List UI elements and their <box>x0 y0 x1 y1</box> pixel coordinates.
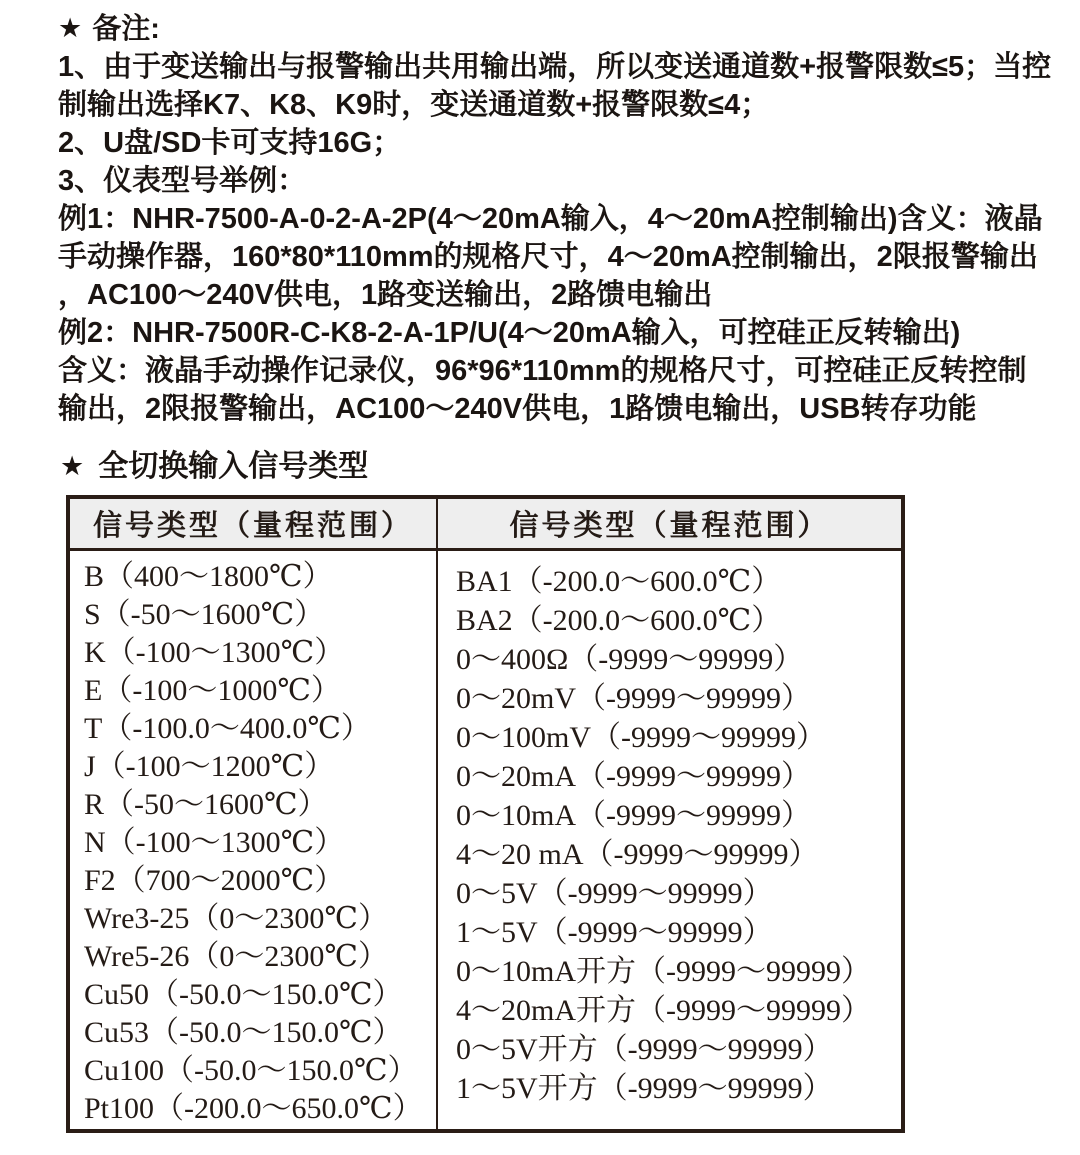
signal-entry: BA1（-200.0～600.0℃） <box>456 564 782 598</box>
signal-entry: N（-100～1300℃） <box>84 825 345 859</box>
note-line: 例1：NHR-7500-A-0-2-A-2P(4～20mA输入，4～20mA控制输出)含义：液晶 <box>58 203 1043 235</box>
table-left-cell <box>68 549 437 1131</box>
signal-entry: Cu53（-50.0～150.0℃） <box>84 1015 403 1049</box>
signal-entry: BA2（-200.0～600.0℃） <box>456 603 782 637</box>
signal-entry: K（-100～1300℃） <box>84 635 345 669</box>
notes-title <box>58 10 1051 48</box>
signal-entry: 0～100mV（-9999～99999） <box>456 720 826 754</box>
signal-entry: 0～400Ω（-9999～99999） <box>456 642 804 676</box>
signal-entry: 0～10mA开方（-9999～99999） <box>456 954 871 988</box>
note-line: 手动操作器，160*80*110mm的规格尺寸，4～20mA控制输出，2限报警输出 <box>58 241 1038 273</box>
note-line: 例2：NHR-7500R-C-K8-2-A-1P/U(4～20mA输入，可控硅正反转输出) <box>58 317 961 349</box>
signal-entry: F2（700～2000℃） <box>84 863 345 897</box>
note-line: 1、由于变送输出与报警输出共用输出端，所以变送通道数+报警限数≤5；当控 <box>58 51 1052 83</box>
signal-entry: Cu100（-50.0～150.0℃） <box>84 1053 418 1087</box>
table-header-row <box>68 497 903 549</box>
signal-type-table <box>66 495 905 1133</box>
signal-entry: E（-100～1000℃） <box>84 673 341 707</box>
note-line: 3、仪表型号举例： <box>58 165 307 197</box>
signal-entry: Pt100（-200.0～650.0℃） <box>84 1091 423 1125</box>
signal-entry: 4～20 mA（-9999～99999） <box>456 837 819 871</box>
star-icon: ★ <box>58 13 83 43</box>
signal-entry: 0～20mV（-9999～99999） <box>456 681 811 715</box>
note-line: ，AC100～240V供电，1路变送输出，2路馈电输出 <box>58 279 713 311</box>
signal-entry: R（-50～1600℃） <box>84 787 328 821</box>
signal-entry: J（-100～1200℃） <box>84 749 335 783</box>
signal-entry: 0～10mA（-9999～99999） <box>456 798 811 832</box>
signal-section-title <box>60 441 368 485</box>
signal-entry: S（-50～1600℃） <box>84 597 325 631</box>
signal-entry: B（400～1800℃） <box>84 559 333 593</box>
signal-entry: Wre5-26（0～2300℃） <box>84 939 388 973</box>
note-line: 制输出选择K7、K8、K9时，变送通道数+报警限数≤4； <box>58 89 770 121</box>
signal-entry: 4～20mA开方（-9999～99999） <box>456 993 871 1027</box>
signal-entry: 0～5V（-9999～99999） <box>456 876 773 910</box>
table-right-cell <box>437 549 903 1131</box>
signal-entry: Cu50（-50.0～150.0℃） <box>84 977 403 1011</box>
signal-section-title-label: 全切换输入信号类型 <box>98 450 369 483</box>
signal-entry: Wre3-25（0～2300℃） <box>84 901 388 935</box>
note-line: 输出，2限报警输出，AC100～240V供电，1路馈电输出，USB转存功能 <box>58 393 977 425</box>
signal-entry: 1～5V（-9999～99999） <box>456 915 773 949</box>
table-header-left: 信号类型（量程范围） <box>68 497 437 549</box>
table-header-right: 信号类型（量程范围） <box>437 497 903 549</box>
signal-entry: 0～20mA（-9999～99999） <box>456 759 811 793</box>
note-line: 2、U盘/SD卡可支持16G； <box>58 127 402 159</box>
signal-entry: 1～5V开方（-9999～99999） <box>456 1071 833 1105</box>
signal-entry: T（-100.0～400.0℃） <box>84 711 371 745</box>
note-line: 含义：液晶手动操作记录仪，96*96*110mm的规格尺寸，可控硅正反转控制 <box>58 355 1027 387</box>
notes-section <box>58 10 1051 428</box>
signal-entry: 0～5V开方（-9999～99999） <box>456 1032 833 1066</box>
star-icon: ★ <box>60 451 85 481</box>
table-body-row <box>68 549 903 1131</box>
notes-title-label: 备注: <box>92 13 160 45</box>
